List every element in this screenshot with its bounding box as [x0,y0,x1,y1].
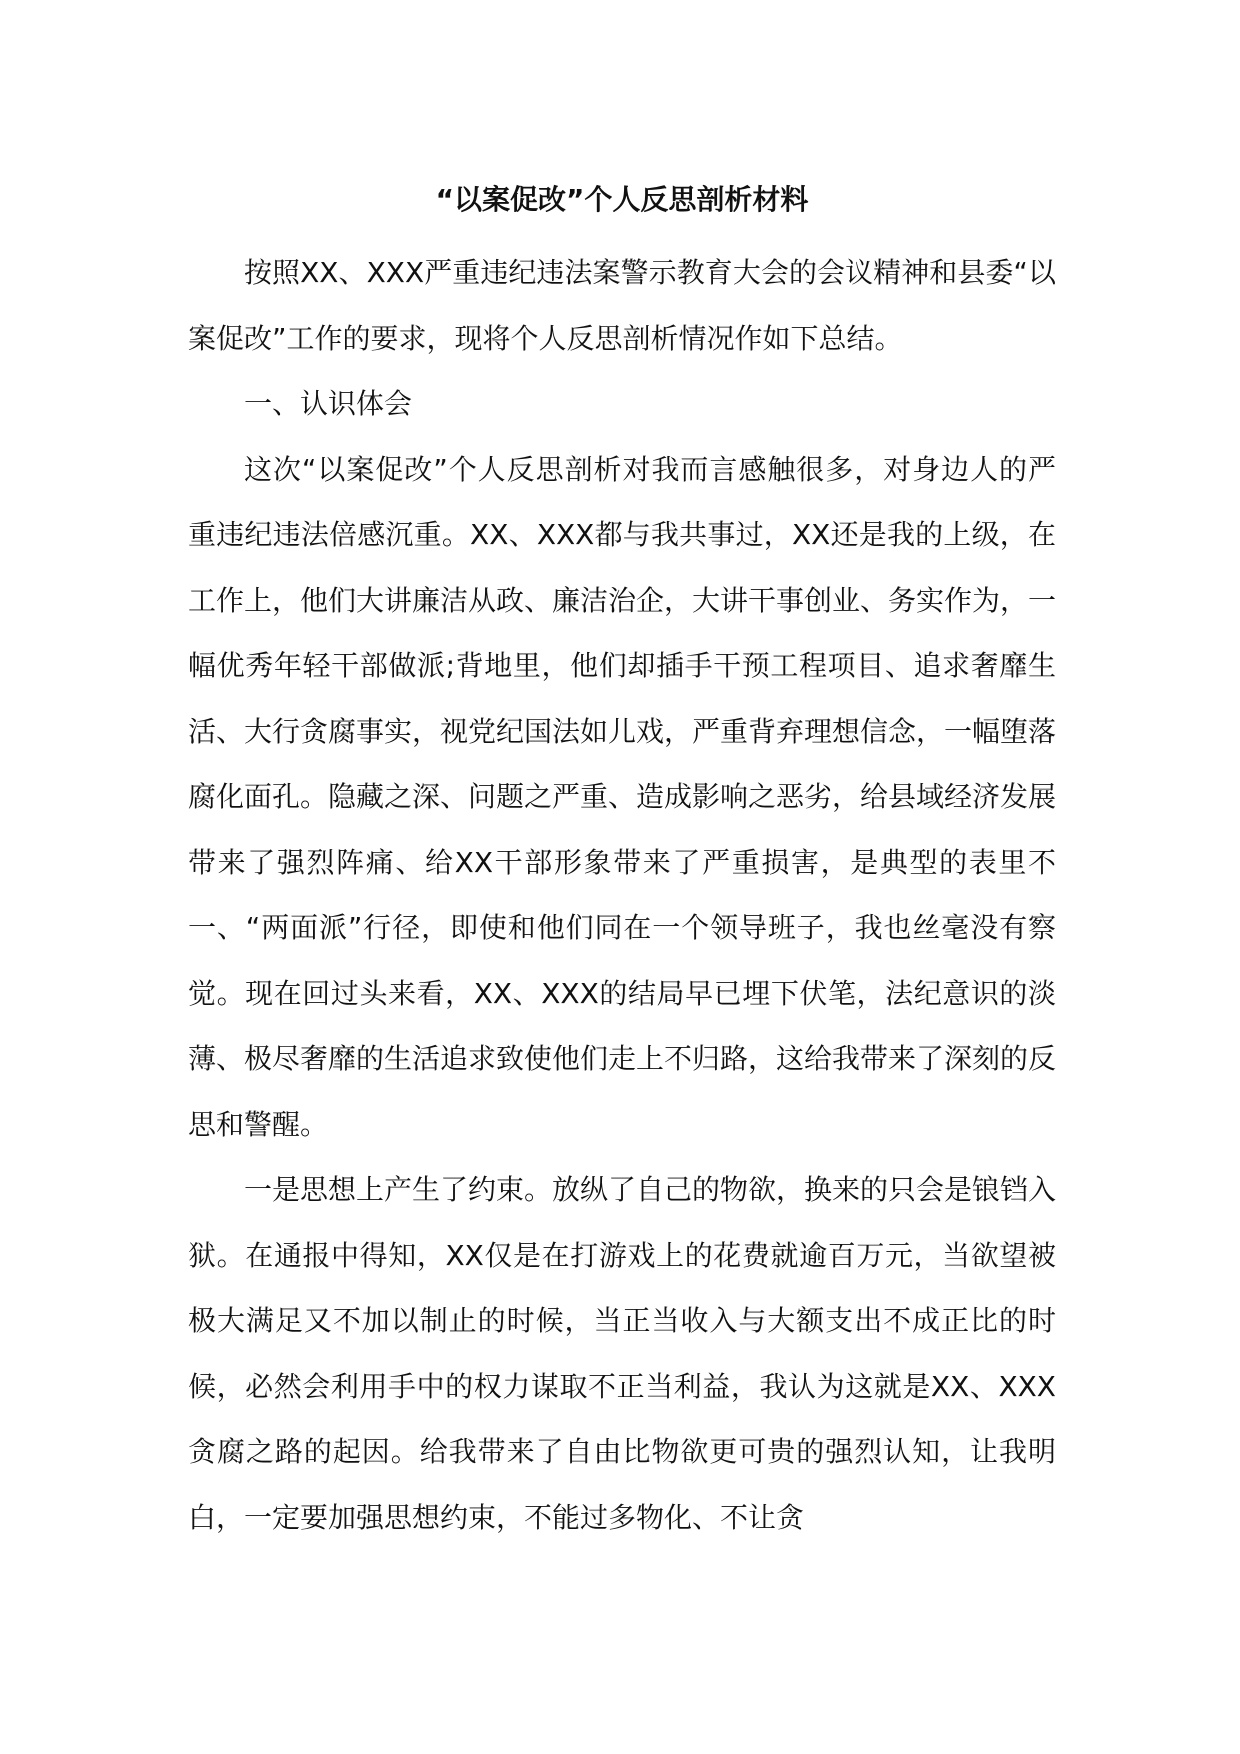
paragraph-ideological-constraint: 一是思想上产生了约束。放纵了自己的物欲，换来的只会是锒铛入狱。在通报中得知，XX仅是在打游戏上的花费就逾百万元，当欲望被极大满足又不加以制止的时候，当正当收入与大额支出不成正比的时候，必然会利用手中的权力谋取不正当利益，我认为这就是XX、XXX贪腐之路的起因。给我带来了自由比物欲更可贵的强烈认知，让我明白，一定要加强思想约束，不能过多物化、不让贪 [188,1173,1057,1534]
document-page [188,178,1056,1550]
paragraph-reflection: 这次“以案促改”个人反思剖析对我而言感触很多，对身边人的严重违纪违法倍感沉重。XX、XXX都与我共事过，XX还是我的上级，在工作上，他们大讲廉洁从政、廉洁治企，大讲干事创业、务实作为，一幅优秀年轻干部做派;背地里，他们却插手干预工程项目、追求奢靡生活、大行贪腐事实，视党纪国法如儿戏，严重背弃理想信念，一幅堕落腐化面孔。隐藏之深、问题之严重、造成影响之恶劣，给县域经济发展带来了强烈阵痛、给XX干部形象带来了严重损害，是典型的表里不一、“两面派”行径，即使和他们同在一个领导班子，我也丝毫没有察觉。现在回过头来看，XX、XXX的结局早已埋下伏笔，法纪意识的淡薄、极尽奢靡的生活追求致使他们走上不归路，这给我带来了深刻的反思和警醒。 [188,452,1057,1141]
document-title: “以案促改”个人反思剖析材料 [435,183,809,216]
paragraph-intro: 按照XX、XXX严重违纪违法案警示教育大会的会议精神和县委“以案促改”工作的要求，现将个人反思剖析情况作如下总结。 [188,256,1056,355]
section-heading-awareness: 一、认识体会 [244,387,413,420]
